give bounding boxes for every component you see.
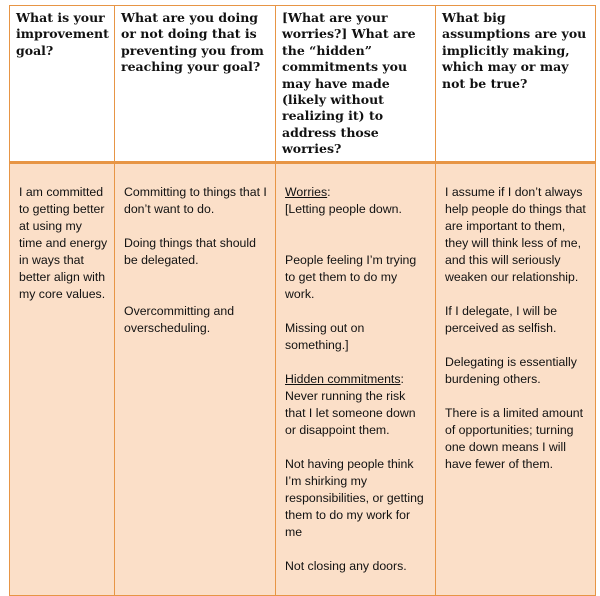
header-hidden-commitments: [What are your worries?] What are the “hidden” commitments you may have made (likely without realizing it) to address those worries? (276, 6, 436, 163)
header-behaviors: What are you doing or not doing that is preventing you from reaching your goal? (115, 6, 276, 163)
behavior-item: Overcommitting and overscheduling. (124, 304, 235, 335)
header-goal: What is your improvement goal? (10, 6, 115, 163)
header-assumptions: What big assumptions are you implicitly making, which may or may not be true? (436, 6, 596, 163)
worries-heading: Worries: (285, 185, 331, 199)
behavior-item: Doing things that should be delegated. (124, 236, 256, 267)
assumption-item: I assume if I don’t always help people do things that are important to them, they will think less of me, and this will seriously weaken our relationship. (445, 185, 586, 284)
cell-behaviors (115, 164, 276, 596)
cell-goal (10, 164, 115, 596)
behavior-item: Committing to things that I don’t want to do. (124, 185, 267, 216)
commitment-item: Never running the risk that I let someone down or disappoint them. (285, 389, 416, 437)
commitment-item: Not having people think I’m shirking my responsibilities, or getting them to do my work for me (285, 457, 424, 539)
worry-item: [Letting people down. (285, 202, 402, 216)
worry-item: People feeling I’m trying to get them to do my work. (285, 253, 417, 301)
goal-text: I am committed to getting better at using my time and energy in ways that better align with my core values. (19, 185, 108, 301)
hidden-commitments-heading: Hidden commitments: (285, 372, 404, 386)
immunity-map-table (9, 5, 596, 596)
commitment-item: Not closing any doors. (285, 559, 407, 573)
assumption-item: Delegating is essentially burdening others. (445, 355, 577, 386)
cell-hidden-commitments (276, 164, 436, 596)
assumption-item: If I delegate, I will be perceived as selfish. (445, 304, 558, 335)
cell-assumptions (436, 164, 596, 596)
worry-item: Missing out on something.] (285, 321, 365, 352)
header-row (10, 6, 596, 163)
assumption-item: There is a limited amount of opportunities; turning one down means I will have fewer of them. (445, 406, 584, 471)
content-row (10, 164, 596, 596)
